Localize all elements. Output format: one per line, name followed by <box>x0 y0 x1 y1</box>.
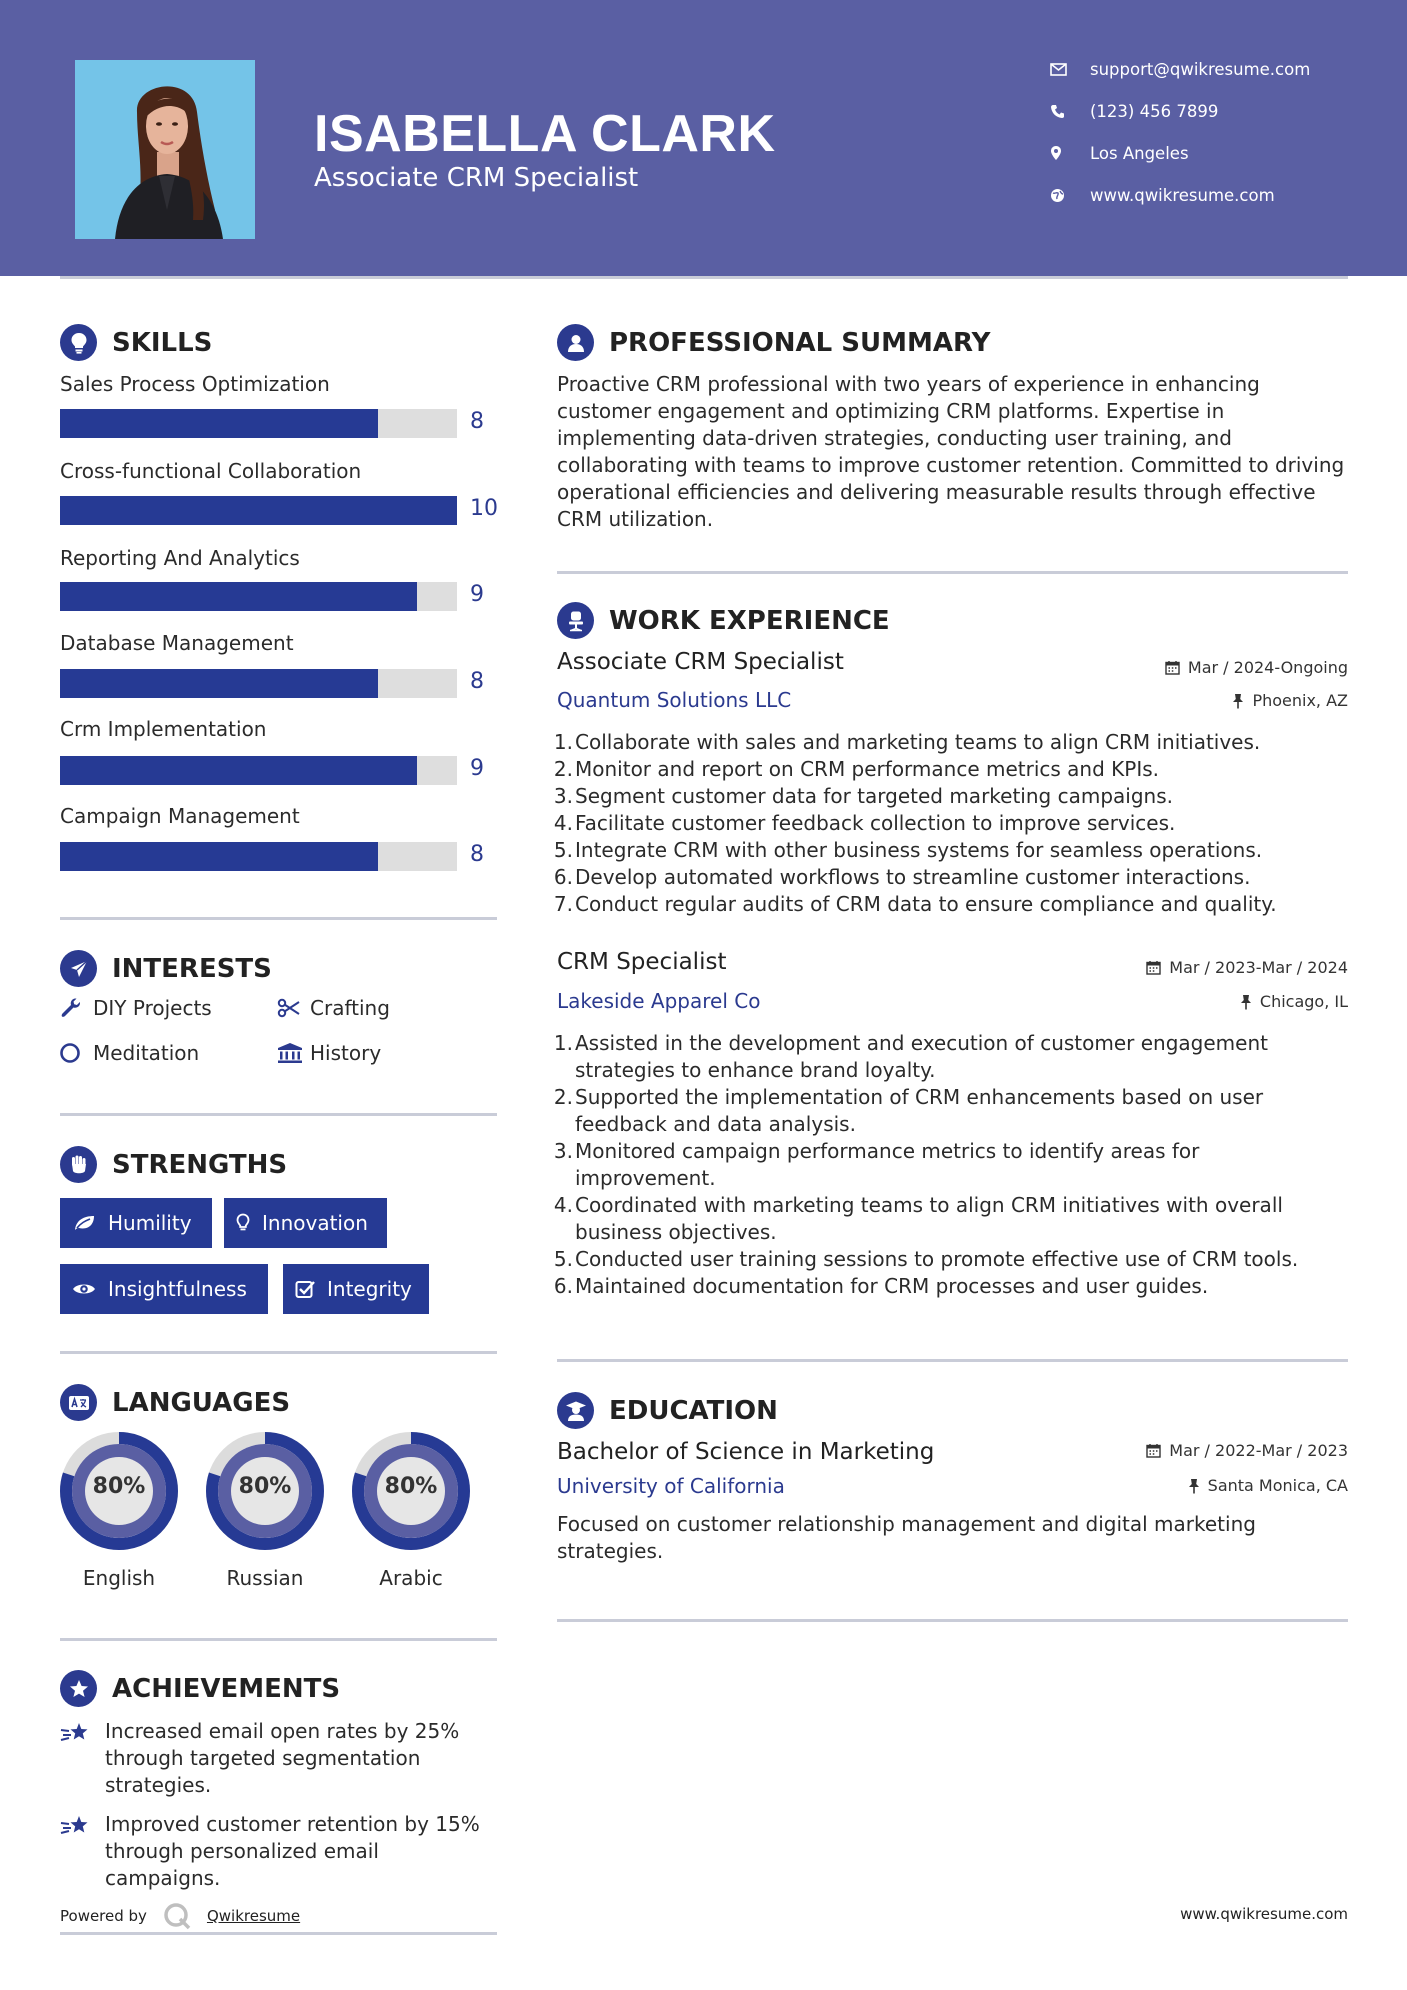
contact-phone[interactable] <box>1050 96 1370 126</box>
degree-title: Bachelor of Science in Marketing <box>557 1439 935 1465</box>
summary-title: PROFESSIONAL SUMMARY <box>609 327 991 358</box>
institution-icon <box>277 1042 310 1064</box>
achievement-text: Improved customer retention by 15% through personalized email campaigns. <box>105 1812 480 1890</box>
language-percent: 80% <box>384 1474 438 1499</box>
skill-label: Campaign Management <box>60 804 300 828</box>
skill-bar <box>60 842 457 871</box>
skill-label: Reporting And Analytics <box>60 546 300 570</box>
language-ring <box>58 1430 180 1552</box>
responsibility-item: 2. Monitor and report on CRM performance metrics and KPIs. <box>553 757 1160 781</box>
pushpin-icon <box>1232 693 1244 709</box>
skill-score: 8 <box>470 409 484 434</box>
strength-label: Insightfulness <box>108 1277 247 1301</box>
skills-divider <box>60 917 497 920</box>
skill-bar <box>60 756 457 785</box>
interests-title: INTERESTS <box>112 953 272 984</box>
skill-label: Cross-functional Collaboration <box>60 459 362 483</box>
pushpin-icon <box>1188 1478 1200 1494</box>
summary-text: Proactive CRM professional with two years of experience in enhancing customer engagement and optimizing CRM platforms. Expertise in implementing data-driven strategies, conducting user training, and collaborating with teams to improve customer retention. Committed to driving operational efficiencies and delivering measurable results through effective CRM utilization. <box>557 372 1345 531</box>
company-name: Lakeside Apparel Co <box>557 989 761 1013</box>
contact-email[interactable] <box>1050 54 1370 84</box>
powered-by-label: Powered by <box>60 1907 147 1925</box>
job-title: Associate CRM Specialist <box>557 649 844 675</box>
company-name: Quantum Solutions LLC <box>557 688 792 712</box>
achievement-item <box>60 1811 500 1892</box>
contact-website-text: www.qwikresume.com <box>1090 185 1275 205</box>
interests-divider <box>60 1113 497 1116</box>
languages-heading <box>60 1384 290 1421</box>
achievements-title: ACHIEVEMENTS <box>112 1673 341 1704</box>
resume-header <box>0 0 1407 276</box>
language-percent: 80% <box>92 1474 146 1499</box>
education-description: Focused on customer relationship management and digital marketing strategies. <box>557 1512 1256 1563</box>
job-location <box>1232 691 1348 710</box>
job-dates-text: Mar / 2023-Mar / 2024 <box>1169 958 1348 977</box>
header-divider <box>60 276 1348 279</box>
raised-fist-icon <box>60 1146 97 1183</box>
circle-icon <box>60 1042 93 1064</box>
job-title: CRM Specialist <box>557 949 727 975</box>
contact-phone-text: (123) 456 7899 <box>1090 101 1219 121</box>
strengths-divider <box>60 1351 497 1354</box>
job-dates-text: Mar / 2024-Ongoing <box>1187 658 1348 677</box>
education-dates <box>1146 1441 1348 1460</box>
strengths-heading <box>60 1146 287 1183</box>
language-name: Russian <box>226 1566 304 1590</box>
contact-location <box>1050 138 1370 168</box>
responsibility-item: 4. Facilitate customer feedback collection to improve services. <box>553 811 1176 835</box>
skill-bar-fill <box>60 409 378 438</box>
calendar-icon <box>1165 660 1180 675</box>
interest-item <box>60 1041 199 1065</box>
responsibility-item: 1. Collaborate with sales and marketing teams to align CRM initiatives. <box>553 730 1261 754</box>
language-percent: 80% <box>238 1474 292 1499</box>
strength-label: Integrity <box>327 1277 412 1301</box>
summary-divider <box>557 571 1348 574</box>
languages-title: LANGUAGES <box>112 1387 291 1418</box>
contact-email-text: support@qwikresume.com <box>1090 59 1311 79</box>
star-icon <box>60 1670 97 1707</box>
wrench-icon <box>60 997 93 1019</box>
user-icon <box>557 324 594 361</box>
skill-label: Database Management <box>60 631 294 655</box>
skill-score: 9 <box>470 756 484 781</box>
skill-bar-fill <box>60 582 417 611</box>
skill-score: 10 <box>470 496 498 521</box>
job-location <box>1240 992 1348 1011</box>
language-name: Arabic <box>379 1566 443 1590</box>
strength-tag <box>224 1198 387 1248</box>
responsibility-item: 1. Assisted in the development and execution of customer engagement strategies to enhance brand loyalty. <box>553 1031 1268 1082</box>
strengths-title: STRENGTHS <box>112 1149 288 1180</box>
education-location-text: Santa Monica, CA <box>1207 1476 1348 1495</box>
shooting-star-icon <box>60 1811 105 1892</box>
experience-divider <box>557 1359 1348 1362</box>
candidate-name: ISABELLA CLARK <box>314 105 776 163</box>
powered-by <box>60 1902 300 1930</box>
skills-title: SKILLS <box>112 327 213 358</box>
interest-label: Crafting <box>310 996 390 1020</box>
summary-heading <box>557 324 990 361</box>
envelope-icon <box>1050 63 1090 76</box>
lightbulb-icon <box>60 324 97 361</box>
lightbulb-icon <box>236 1213 250 1233</box>
check-square-icon <box>295 1279 315 1299</box>
responsibility-item: 5. Integrate CRM with other business systems for seamless operations. <box>553 838 1263 862</box>
education-divider <box>557 1619 1348 1622</box>
skill-label: Sales Process Optimization <box>60 372 330 396</box>
responsibility-item: 2. Supported the implementation of CRM enhancements based on user feedback and data analysis. <box>553 1085 1264 1136</box>
skill-bar-fill <box>60 496 457 525</box>
qwikresume-logo-icon <box>163 1902 193 1930</box>
language-icon <box>60 1384 97 1421</box>
graduate-icon <box>557 1392 594 1429</box>
language-ring <box>350 1430 472 1552</box>
job-responsibilities <box>553 729 1337 918</box>
leaf-icon <box>72 1214 96 1232</box>
education-location <box>1188 1476 1348 1495</box>
education-dates-text: Mar / 2022-Mar / 2023 <box>1169 1441 1348 1460</box>
experience-title: WORK EXPERIENCE <box>609 605 890 636</box>
skill-bar-fill <box>60 842 378 871</box>
footer-url[interactable]: www.qwikresume.com <box>1180 1905 1348 1923</box>
skill-bar <box>60 669 457 698</box>
skill-score: 9 <box>470 582 484 607</box>
responsibility-item: 6. Develop automated workflows to streamline customer interactions. <box>553 865 1251 889</box>
responsibility-item: 6. Maintained documentation for CRM processes and user guides. <box>553 1274 1209 1298</box>
job-location-text: Chicago, IL <box>1259 992 1348 1011</box>
calendar-icon <box>1146 960 1161 975</box>
job-dates <box>1165 658 1348 677</box>
skill-score: 8 <box>470 842 484 867</box>
skill-bar <box>60 582 457 611</box>
strength-tag <box>60 1264 268 1314</box>
interest-label: DIY Projects <box>93 996 212 1020</box>
school-name: University of California <box>557 1474 785 1498</box>
paper-plane-icon <box>60 950 97 987</box>
profile-photo <box>75 60 255 239</box>
phone-icon <box>1050 104 1090 119</box>
skills-heading <box>60 324 212 361</box>
skill-bar-fill <box>60 669 378 698</box>
pushpin-icon <box>1240 994 1252 1010</box>
shooting-star-icon <box>60 1718 105 1799</box>
contact-website[interactable] <box>1050 180 1370 210</box>
skill-label: Crm Implementation <box>60 717 267 741</box>
skill-bar <box>60 496 457 525</box>
language-ring <box>204 1430 326 1552</box>
job-location-text: Phoenix, AZ <box>1252 691 1348 710</box>
interest-item <box>277 1041 381 1065</box>
interest-item <box>277 996 390 1020</box>
contact-location-text: Los Angeles <box>1090 143 1189 163</box>
strength-tag <box>60 1198 212 1248</box>
candidate-role: Associate CRM Specialist <box>314 163 639 193</box>
interest-item <box>60 996 212 1020</box>
experience-heading <box>557 602 890 639</box>
skill-bar <box>60 409 457 438</box>
eye-icon <box>72 1281 96 1297</box>
interest-label: History <box>310 1041 382 1065</box>
responsibility-item: 4. Coordinated with marketing teams to align CRM initiatives with overall business objectives. <box>553 1193 1283 1244</box>
skill-bar-fill <box>60 756 417 785</box>
interest-label: Meditation <box>93 1041 200 1065</box>
strength-label: Humility <box>108 1211 192 1235</box>
calendar-icon <box>1146 1443 1161 1458</box>
map-marker-icon <box>1050 145 1090 161</box>
office-chair-icon <box>557 602 594 639</box>
achievement-item <box>60 1718 500 1799</box>
job-responsibilities <box>553 1030 1337 1300</box>
responsibility-item: 7. Conduct regular audits of CRM data to ensure compliance and quality. <box>553 892 1277 916</box>
education-title: EDUCATION <box>609 1395 778 1426</box>
education-heading <box>557 1392 778 1429</box>
footer-divider <box>60 1932 497 1935</box>
strength-label: Innovation <box>262 1211 368 1235</box>
job-dates <box>1146 958 1348 977</box>
language-name: English <box>82 1566 156 1590</box>
globe-icon <box>1050 188 1090 203</box>
strength-tag <box>283 1264 429 1314</box>
qwikresume-link[interactable]: Qwikresume <box>206 1907 301 1925</box>
responsibility-item: 5. Conducted user training sessions to promote effective use of CRM tools. <box>553 1247 1299 1271</box>
responsibility-item: 3. Segment customer data for targeted marketing campaigns. <box>553 784 1173 808</box>
languages-divider <box>60 1638 497 1641</box>
skill-score: 8 <box>470 669 484 694</box>
achievements-heading <box>60 1670 340 1707</box>
responsibility-item: 3. Monitored campaign performance metrics to identify areas for improvement. <box>553 1139 1200 1190</box>
scissors-icon <box>277 998 310 1018</box>
interests-heading <box>60 950 272 987</box>
achievement-text: Increased email open rates by 25% through targeted segmentation strategies. <box>105 1719 460 1797</box>
